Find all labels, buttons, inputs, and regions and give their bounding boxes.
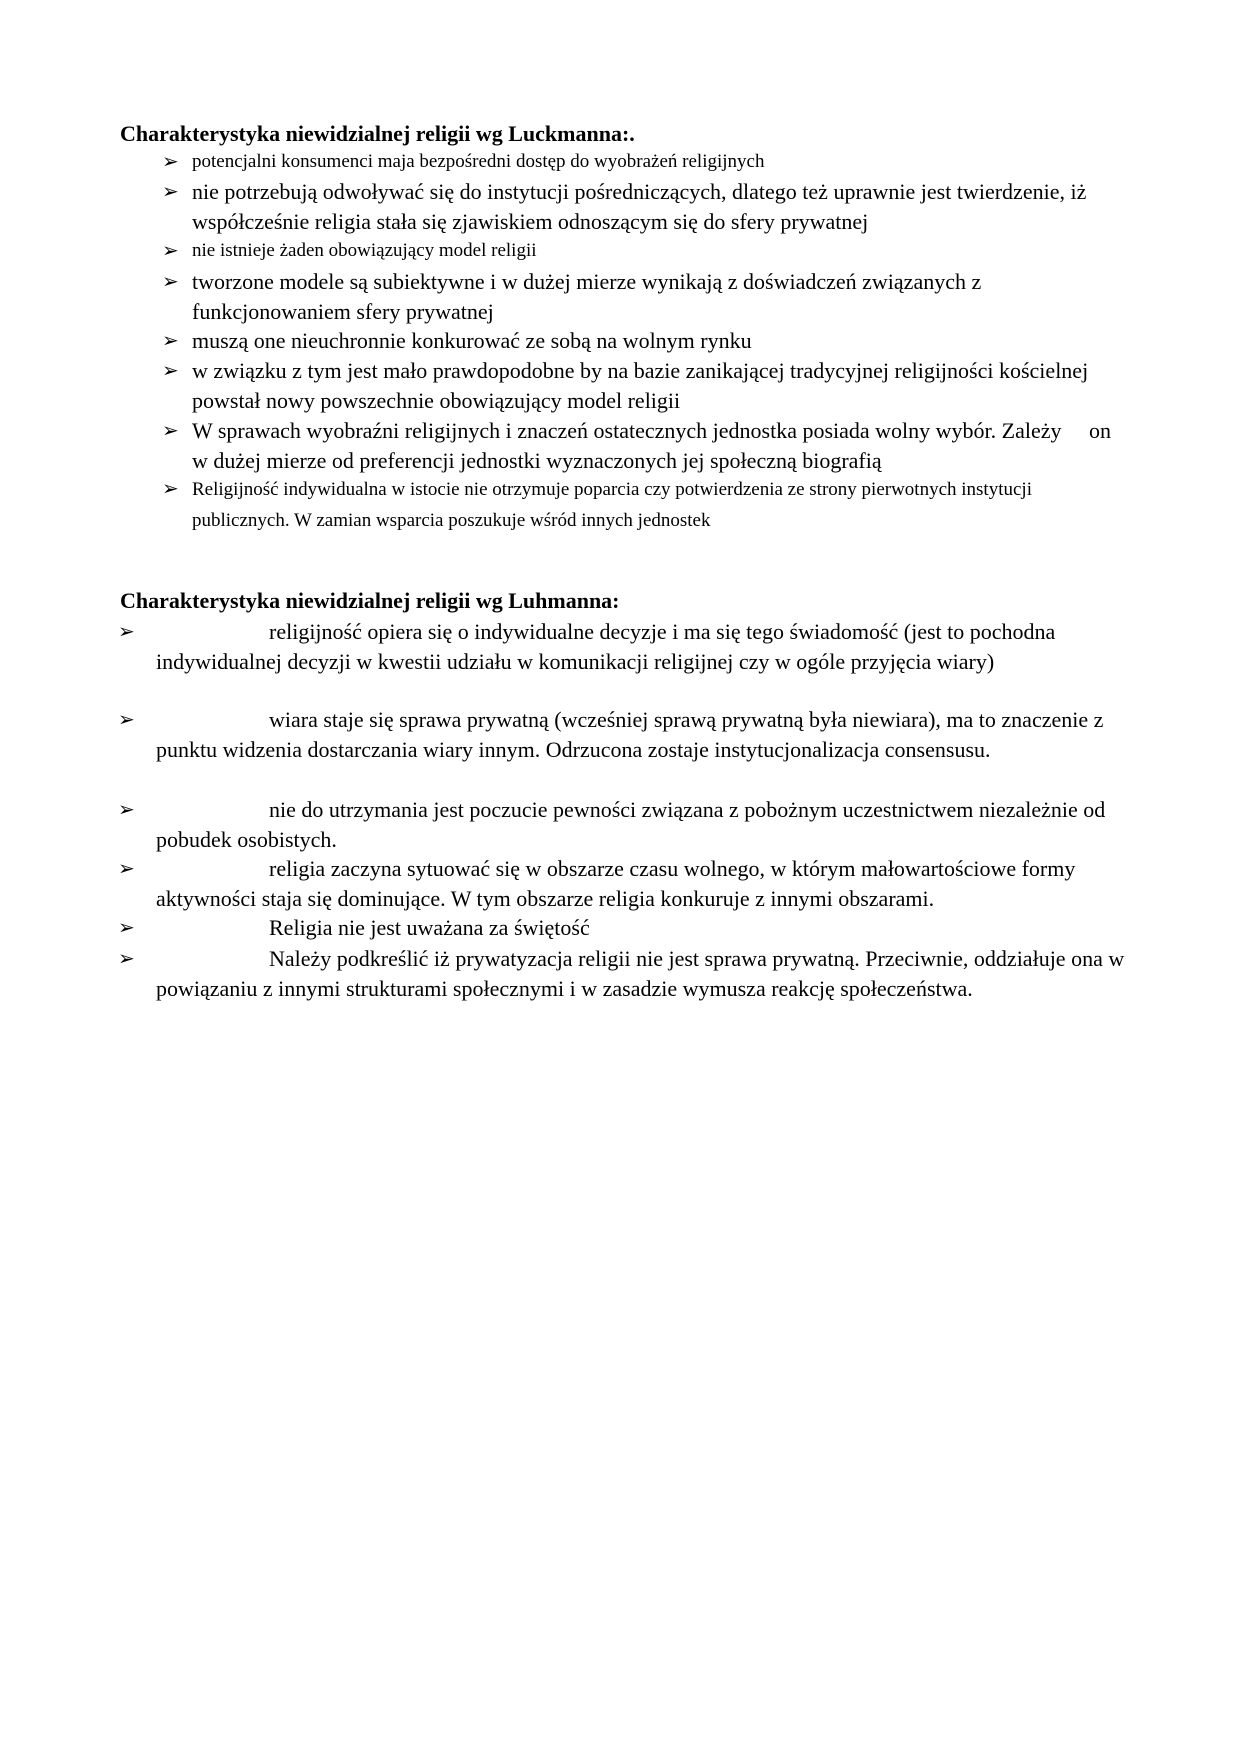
list-item-text: W sprawach wyobraźni religijnych i znaczeń ostatecznych jednostka posiada wolny wybór. Zależy on w dużej mierze od preferencji jednostki wyznaczonych jej społeczną biografią [192,418,1117,473]
list-item [162,326,1122,356]
list-item-text: nie istnieje żaden obowiązujący model religii [192,240,537,261]
list-item [162,474,1122,536]
list-item-text: w związku z tym jest mało prawdopodobne by na bazie zanikającej tradycyjnej religijności kościelnej powstał nowy powszechnie obowiązujący model religii [192,358,1089,413]
arrow-bullet-icon: ➢ [118,709,135,731]
list-item-text: religijność opiera się o indywidualne decyzje i ma się tego świadomość (jest to pochodna indywidualnej decyzji w kwestii udziału w komunikacji religijnej czy w ogóle przyjęcia wiary) [156,619,1056,674]
arrow-bullet-icon: ➢ [162,360,179,382]
list-item-text: muszą one nieuchronnie konkurować ze sobą na wolnym rynku [192,328,752,353]
list-item [118,795,1126,855]
arrow-bullet-icon: ➢ [162,151,179,173]
arrow-bullet-icon: ➢ [162,478,179,500]
list-item [162,416,1122,476]
list-item-text: religia zaczyna sytuować się w obszarze czasu wolnego, w którym małowartościowe formy aktywności staja się dominujące. W tym obszarze religia konkuruje z innymi obszarami. [156,856,1076,911]
arrow-bullet-icon: ➢ [118,621,135,643]
list-item [162,356,1122,416]
list-item-text: tworzone modele są subiektywne i w dużej mierze wynikają z doświadczeń związanych z funkcjonowaniem sfery prywatnej [192,269,982,324]
arrow-bullet-icon: ➢ [118,948,135,970]
arrow-bullet-icon: ➢ [118,917,135,939]
list-item-text: wiara staje się sprawa prywatną (wcześniej sprawą prywatną była niewiara), ma to znaczenie z punktu widzenia dostarczania wiary innym. Odrzucona zostaje instytucjonalizacja consensusu. [156,707,1104,762]
arrow-bullet-icon: ➢ [162,420,179,442]
list-item [162,267,1122,327]
list-item-text: nie potrzebują odwoływać się do instytucji pośredniczących, dlatego też uprawnie jest twierdzenie, iż współcześnie religia stała się zjawiskiem odnoszącym się do sfery prywatnej [192,179,1087,234]
list-item-text: nie do utrzymania jest poczucie pewności związana z pobożnym uczestnictwem niezależnie od pobudek osobistych. [156,797,1106,852]
arrow-bullet-icon: ➢ [162,181,179,203]
list-item [162,236,1122,266]
arrow-bullet-icon: ➢ [162,330,179,352]
arrow-bullet-icon: ➢ [162,240,179,262]
list-item [162,147,1122,177]
arrow-bullet-icon: ➢ [118,858,135,880]
list-item [118,854,1126,914]
section-heading-luckmann: Charakterystyka niewidzialnej religii wg Luckmanna:. [120,121,635,146]
section-heading-luhmann: Charakterystyka niewidzialnej religii wg Luhmanna: [120,588,620,613]
list-item [118,617,1126,677]
arrow-bullet-icon: ➢ [162,271,179,293]
list-item-text: Religijność indywidualna w istocie nie otrzymuje poparcia czy potwierdzenia ze strony pierwotnych instytucji publicznych. W zamian wsparcia poszukuje wśród innych jednostek [192,479,1032,531]
list-item [118,944,1126,1004]
list-item [162,177,1122,237]
arrow-bullet-icon: ➢ [118,799,135,821]
list-item-text: Należy podkreślić iż prywatyzacja religii nie jest sprawa prywatną. Przeciwnie, oddziałuje ona w powiązaniu z innymi strukturami społecznymi i w zasadzie wymusza reakcję społeczeństwa. [156,946,1125,1001]
list-item-text: potencjalni konsumenci maja bezpośredni dostęp do wyobrażeń religijnych [192,151,765,172]
list-item [118,705,1126,765]
list-item-text: Religia nie jest uważana za świętość [269,915,590,940]
list-item [118,913,1126,943]
